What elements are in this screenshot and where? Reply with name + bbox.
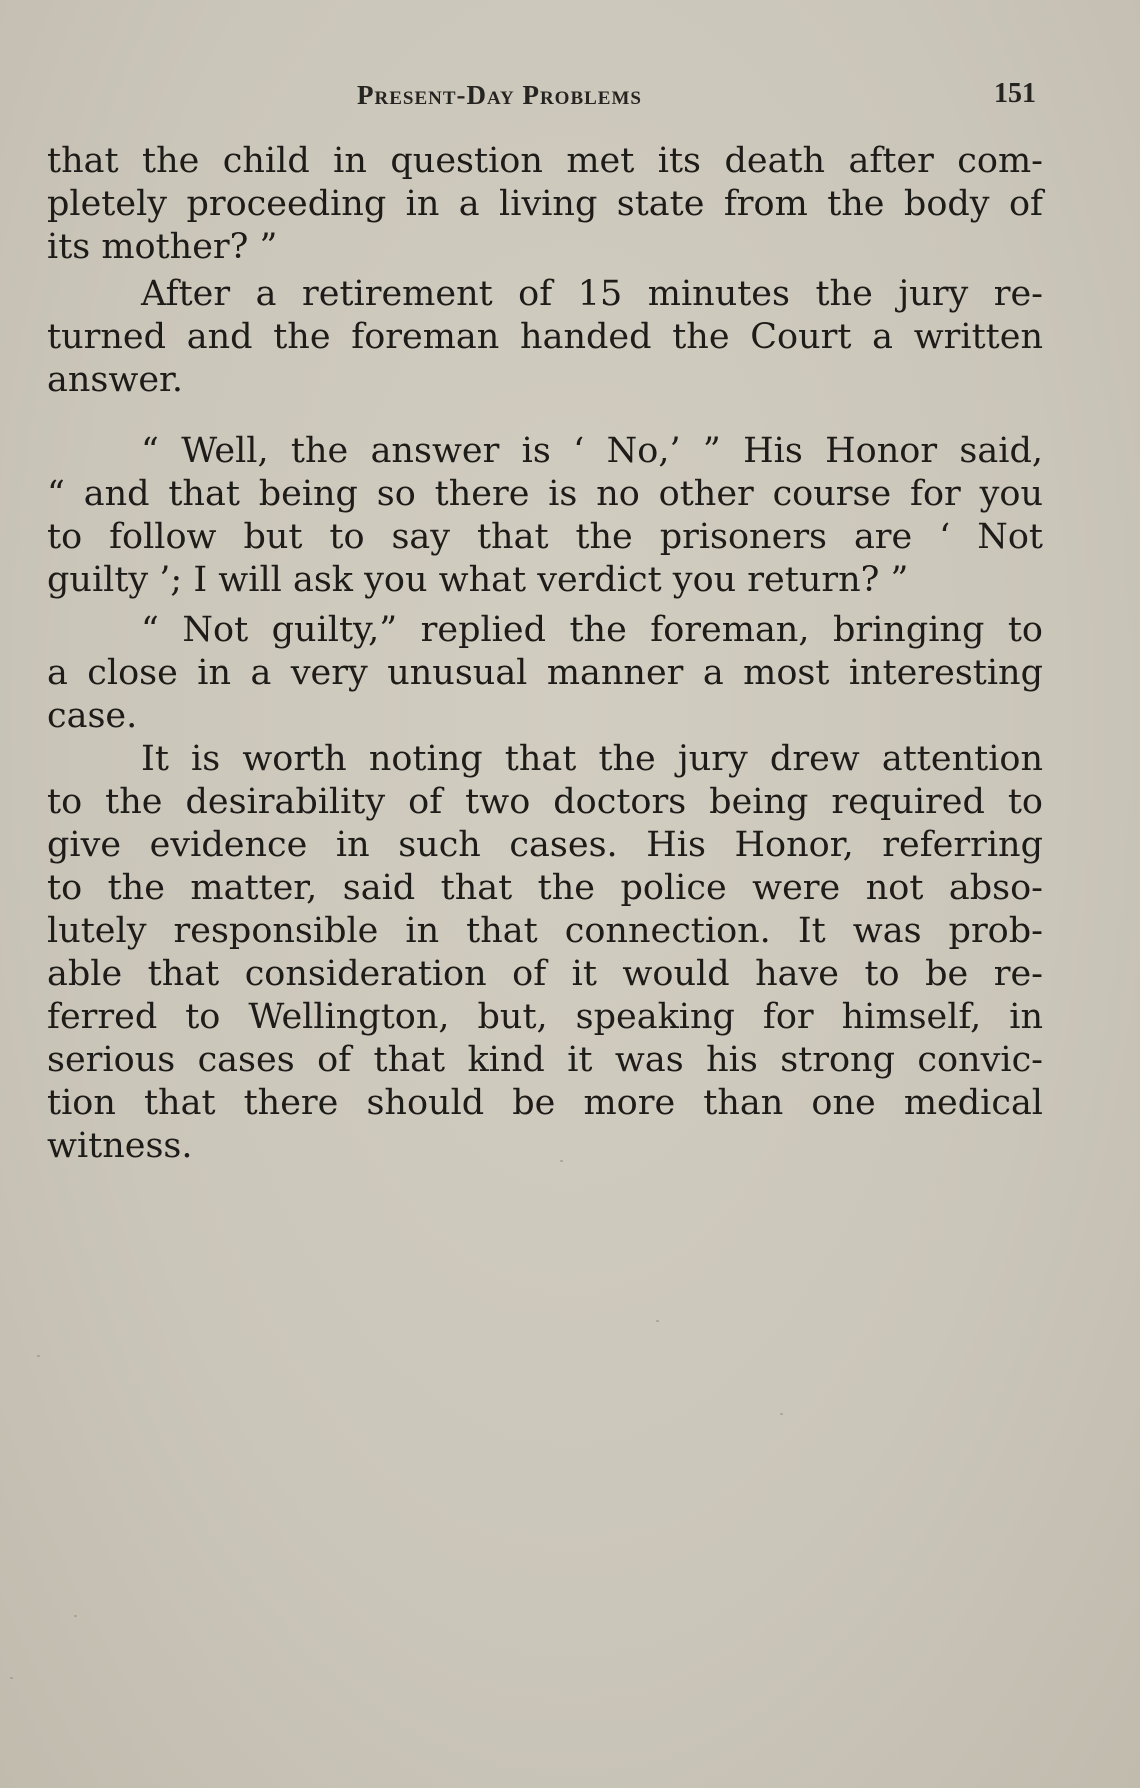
text-line: “ Well, the answer is ‘ No,’ ” His Honor said,: [141, 431, 1043, 471]
paper-speck: [74, 1615, 77, 1617]
text-line: answer.: [47, 360, 184, 400]
text-line: lutely responsible in that connection. It was prob-: [47, 911, 1043, 951]
text-line: tion that there should be more than one medical: [47, 1083, 1043, 1123]
text-line: serious cases of that kind it was his strong convic-: [47, 1040, 1043, 1080]
text-line: to follow but to say that the prisoners are ‘ Not: [47, 517, 1043, 557]
paper-speck: [656, 1320, 659, 1322]
text-line: pletely proceeding in a living state from the body of: [47, 184, 1043, 224]
text-line: witness.: [47, 1126, 193, 1166]
text-line: It is worth noting that the jury drew attention: [141, 739, 1043, 779]
text-line: case.: [47, 696, 138, 736]
text-line: “ Not guilty,” replied the foreman, bringing to: [141, 610, 1043, 650]
running-head: Present-Day Problems: [357, 80, 642, 110]
text-line: After a retirement of 15 minutes the jury re-: [141, 274, 1043, 314]
text-line: “ and that being so there is no other course for you: [47, 474, 1043, 514]
text-line: to the desirability of two doctors being required to: [47, 782, 1043, 822]
text-line: a close in a very unusual manner a most interesting: [47, 653, 1043, 693]
text-line: to the matter, said that the police were not abso-: [47, 868, 1043, 908]
text-line: that the child in question met its death after com-: [47, 141, 1043, 181]
text-line: able that consideration of it would have to be re-: [47, 954, 1043, 994]
text-line: its mother? ”: [47, 227, 278, 267]
paper-speck: [780, 1413, 783, 1415]
paper-speck: [37, 1355, 40, 1357]
paper-speck: [560, 1160, 563, 1162]
text-line: turned and the foreman handed the Court a written: [47, 317, 1043, 357]
text-line: ferred to Wellington, but, speaking for himself, in: [47, 997, 1043, 1037]
text-line: guilty ’; I will ask you what verdict you return? ”: [47, 560, 909, 600]
text-line: give evidence in such cases. His Honor, referring: [47, 825, 1043, 865]
page-number: 151: [994, 78, 1036, 109]
paper-speck: [10, 1677, 13, 1679]
